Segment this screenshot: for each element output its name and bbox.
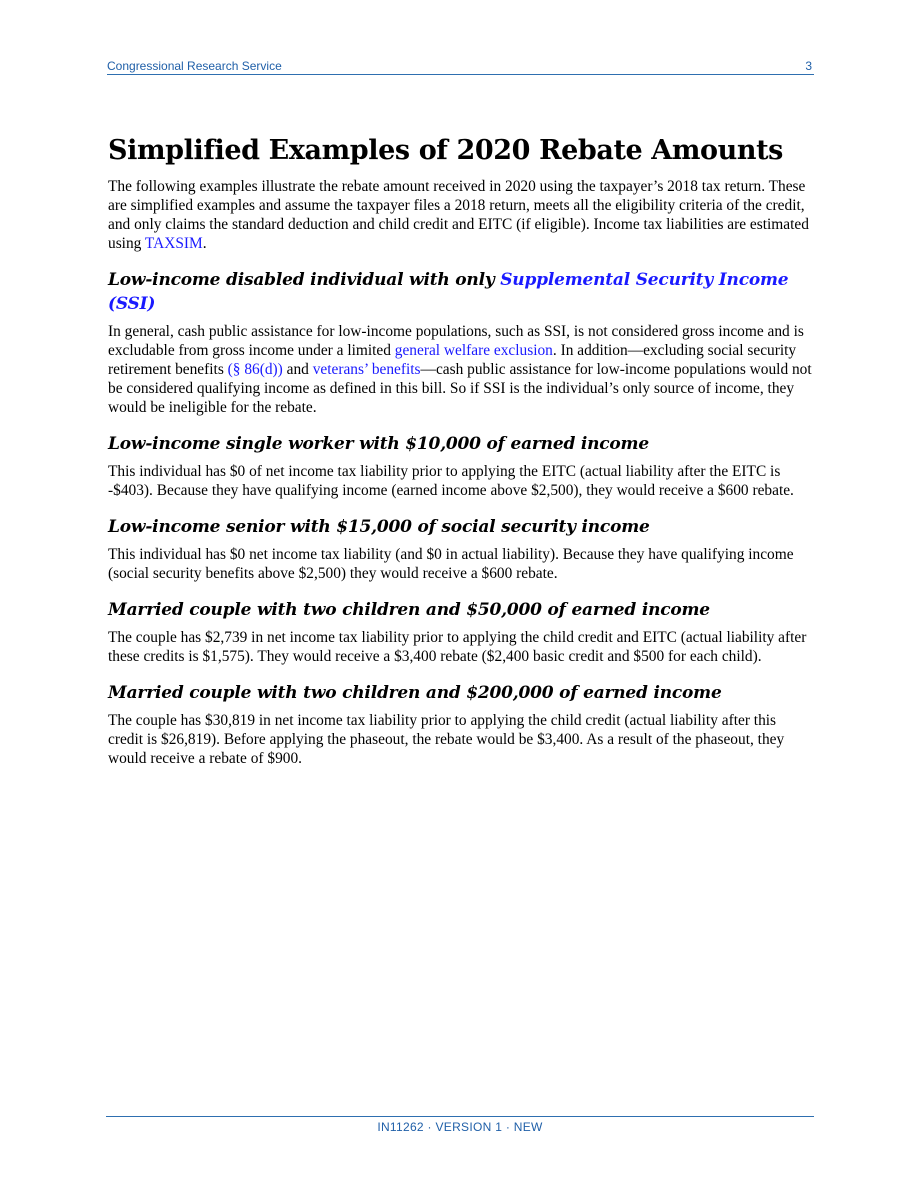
main-content — [108, 133, 814, 783]
header-org-name: Congressional Research Service — [107, 59, 282, 73]
ssi-paragraph — [108, 322, 814, 417]
ssi-link[interactable]: Supplemental Security Income (SSI) — [108, 270, 789, 314]
ssi-text-1: In general, cash public assistance for low-income populations, such as SSI, is not considered gross income and is excludable from gross income under a limited — [108, 323, 804, 359]
single-worker-paragraph: This individual has $0 of net income tax liability prior to applying the EITC (actual liability after the EITC is -$403). Because they have qualifying income (earned income above $2,500), they would receive a $600 rebate. — [108, 463, 794, 499]
single-worker-heading: Low-income single worker with $10,000 of earned income — [108, 434, 649, 454]
page-header — [107, 57, 814, 75]
veterans-benefits-link[interactable]: veterans’ benefits — [312, 361, 421, 378]
ssi-heading-prefix: Low-income disabled individual with only — [108, 270, 501, 290]
ssi-text-4: —cash public assistance for low-income populations would not be considered qualifying income as defined in this bill. So if SSI is the individual’s only source of income, they would be ineligible for the rebate. — [108, 361, 812, 416]
general-welfare-exclusion-link[interactable]: general welfare exclusion — [394, 342, 553, 359]
couple-50k-paragraph: The couple has $2,739 in net income tax liability prior to applying the child credit and EITC (actual liability after these credits is $1,575). They would receive a $3,400 rebate ($2,400 basic credit and $500 for each child). — [108, 629, 807, 665]
footer-divider — [106, 1116, 814, 1117]
ssi-text-2: . In addition—excluding social security retirement benefits — [108, 342, 797, 378]
couple-200k-heading: Married couple with two children and $200,000 of earned income — [108, 683, 722, 703]
section-86d-link[interactable]: (§ 86(d)) — [227, 361, 283, 378]
intro-paragraph — [108, 177, 814, 253]
intro-end: . — [202, 235, 207, 252]
page-title: Simplified Examples of 2020 Rebate Amounts — [108, 135, 783, 166]
senior-heading: Low-income senior with $15,000 of social security income — [108, 517, 650, 537]
senior-paragraph: This individual has $0 net income tax liability (and $0 in actual liability). Because they have qualifying income (social security benefits above $2,500) they would receive a $600 rebate. — [108, 546, 794, 582]
taxsim-link[interactable]: TAXSIM — [144, 235, 203, 252]
ssi-heading — [108, 268, 814, 316]
couple-50k-heading: Married couple with two children and $50,000 of earned income — [108, 600, 710, 620]
header-page-number: 3 — [805, 59, 812, 73]
ssi-text-3: and — [282, 361, 313, 378]
intro-text: The following examples illustrate the rebate amount received in 2020 using the taxpayer’s 2018 tax return. These are simplified examples and assume the taxpayer files a 2018 return, meets all the eligibility criteria of the credit, and only claims the standard deduction and child credit and EITC (if eligible). Income tax liabilities are estimated using — [108, 178, 809, 252]
footer-product-id: IN11262 · VERSION 1 · NEW — [377, 1120, 543, 1134]
couple-200k-paragraph: The couple has $30,819 in net income tax liability prior to applying the child credit (actual liability after this credit is $26,819). Before applying the phaseout, the rebate would be $3,400. As a result of the phaseout, they would receive a rebate of $900. — [108, 712, 785, 767]
